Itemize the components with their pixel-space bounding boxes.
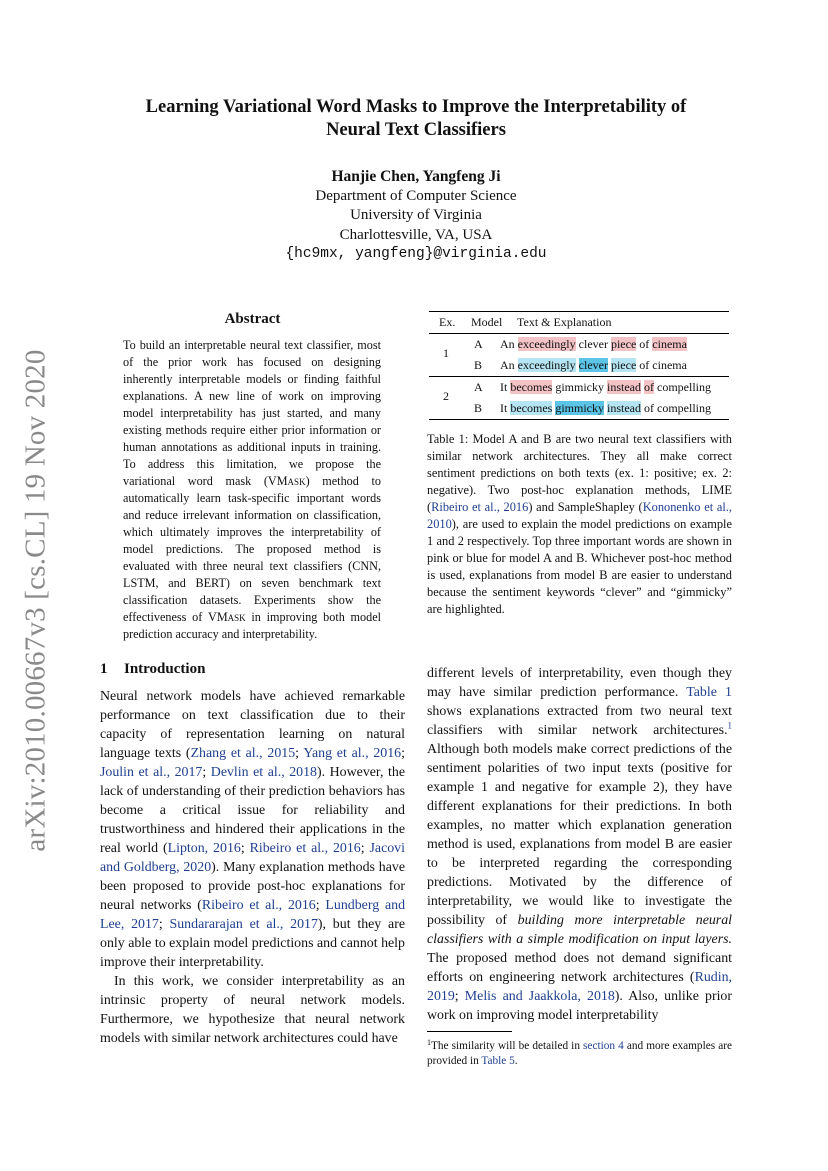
intro-text (100, 687, 405, 1048)
table-ref-link[interactable]: Table 1 (686, 685, 732, 700)
highlight-word: becomes (510, 401, 553, 415)
highlight-word: instead (607, 401, 641, 415)
header-text: Text & Explanation (517, 315, 612, 329)
citation-link[interactable]: Rudin, 2019 (427, 970, 732, 1004)
footnote: $^1$The similarity will be detailed in section 4 and more examples are provided in Table 5. (427, 1038, 732, 1067)
vmask-term: VMask (267, 474, 306, 488)
citation-link[interactable]: Joulin et al., 2017 (100, 765, 203, 780)
author-department: Department of Computer Science (315, 187, 517, 204)
header-ex: Ex. (439, 315, 456, 329)
model-label: A (474, 337, 483, 351)
table-group-1 (429, 334, 729, 376)
highlight-word: exceedingly (517, 358, 576, 372)
citation-link[interactable]: Lundberg and Lee, 2017 (100, 898, 406, 932)
section-ref-link[interactable]: section 4 (583, 1040, 624, 1052)
highlight-word: instead (607, 380, 641, 394)
abstract-text (123, 337, 381, 643)
header-model: Model (471, 315, 503, 329)
table-row: B An exceedingly clever piece of cinema (429, 355, 729, 376)
citation-link[interactable]: Ribeiro et al., 2016 (431, 500, 529, 514)
model-label: B (474, 401, 483, 415)
abstract-part-a: To build an interpretable neural text classifier, most of the prior work has focused on designing inherently interpretable models or finding faithful explanations. A new line of work on improving model interpretability has just started, and many existing methods require either prior information or human annotations as additional inputs in training. To address this limitation, we propose the variational word mask ( (123, 338, 381, 488)
title-line-2: Neural Text Classifiers (326, 120, 506, 140)
citation-link[interactable]: Ribeiro et al., 2016 (201, 898, 316, 913)
table-header-row (429, 312, 729, 333)
abstract-part-b: ) method to automatically learn task-specific important words and reduce irrelevant information on classification, which ultimately improves the interpretability of model predictions. The proposed method is evaluated with three neural text classifiers (CNN, LSTM, and BERT) on seven benchmark text classification datasets. Experiments show the effectiveness of (123, 474, 381, 624)
table-caption: Table 1: Model A and B are two neural text classifiers with similar network architectures. They all make correct sentiment predictions on both texts (ex. 1: positive; ex. 2: negative). Two post-hoc explanation methods, LIME (Ribeiro et al., 2016) and SampleShapley (Kononenko et al., 2010), are used to explain the model predictions on example 1 and 2 respectively. Top three important words are shown in pink or blue for model A and B. Whichever post-hoc method is used, explanations from model B are easier to understand because the sentiment keywords “clever” and “gimmicky” are highlighted. (427, 432, 733, 616)
highlight-word: piece (610, 358, 637, 372)
table-row: A It becomes gimmicky instead of compelling (429, 377, 729, 398)
title-line-1: Learning Variational Word Masks to Improve the Interpretability of (145, 97, 687, 117)
highlight-word: cinema (652, 337, 687, 351)
highlight-word: piece (610, 337, 637, 351)
table-group-2 (429, 377, 729, 419)
paper-title (100, 96, 732, 142)
section-heading (100, 661, 205, 678)
abstract-heading: Abstract (224, 311, 281, 327)
table-ref-link[interactable]: Table 5 (481, 1054, 515, 1067)
abstract-part-c: in improving both model prediction accuracy and interpretability. (123, 610, 381, 641)
citation-link[interactable]: Jacovi and Goldberg, 2020 (100, 841, 405, 875)
citation-link[interactable]: Yang et al., 2016 (303, 746, 402, 761)
arxiv-stamp (14, 345, 58, 855)
emphasis: building more interpretable neural classifiers with a simple modification on input layers. (427, 913, 733, 947)
footnote-number: 1 (427, 1038, 431, 1047)
citation-link[interactable]: Lipton, 2016 (167, 841, 241, 856)
citation-link[interactable]: Devlin et al., 2018 (210, 765, 317, 780)
footnote-rule (427, 1031, 512, 1032)
highlight-word: of (644, 380, 654, 394)
section-number: 1 (100, 661, 108, 677)
paragraph: Neural network models have achieved remarkable performance on text classification due to their capacity of representation learning on natural language texts (Zhang et al., 2015; Yang et al., 2016; Joulin et al., 2017; Devlin et al., 2018). However, the lack of understanding of their prediction behaviors has become a critical issue for reliability and trustworthiness and hindered their applications in the real world (Lipton, 2016; Ribeiro et al., 2016; Jacovi and Goldberg, 2020). Many explanation methods have been proposed to provide post-hoc explanations for neural networks (Ribeiro et al., 2016; Lundberg and Lee, 2017; Sundararajan et al., 2017), but they are only able to explain model predictions and cannot help improve their interpretability. (100, 689, 406, 970)
model-label: A (474, 380, 483, 394)
arxiv-id: arXiv:2010.00667v3 [cs.CL] 19 Nov 2020 (19, 348, 52, 852)
section-title: Introduction (124, 661, 206, 677)
highlight-word: clever (578, 358, 608, 372)
footnote-mark[interactable]: 1 (727, 720, 732, 731)
right-column-text (427, 664, 732, 1025)
example-number: 2 (443, 389, 449, 403)
citation-link[interactable]: Kononenko et al., 2010 (427, 500, 733, 531)
highlight-word: gimmicky (555, 401, 604, 415)
model-label: B (474, 358, 483, 372)
citation-link[interactable]: Zhang et al., 2015 (190, 746, 296, 761)
table-1 (429, 311, 729, 420)
table-row: B It becomes gimmicky instead of compelling (429, 398, 729, 419)
author-block (100, 167, 732, 265)
author-university: University of Virginia (350, 207, 482, 223)
highlight-word: becomes (510, 380, 553, 394)
citation-link[interactable]: Sundararajan et al., 2017 (169, 917, 318, 932)
author-names: Hanjie Chen, Yangfeng Ji (331, 168, 501, 185)
paragraph: In this work, we consider interpretability as an intrinsic property of neural network models. Furthermore, we hypothesize that neural network models with similar network architectures could have (100, 974, 405, 1046)
citation-link[interactable]: Melis and Jaakkola, 2018 (464, 989, 615, 1004)
paragraph: different levels of interpretability, even though they may have similar prediction performance. Table 1 shows explanations extracted from two neural text classifiers with similar network architectures.$^1$ Although both models make correct predictions of the sentiment polarities of two input texts (positive for example 1 and negative for example 2), they have different explanations for their predictions. In both examples, no matter which explanation generation method is used, explanations from model B are easier to be interpreted regarding the corresponding predictions. Motivated by the difference of interpretability, we would like to investigate the possibility of building more interpretable neural classifiers with a simple modification on input layers. The proposed method does not demand significant efforts on engineering network architectures (Rudin, 2019; Melis and Jaakkola, 2018). Also, unlike prior work on improving model interpretability (427, 666, 733, 1023)
author-location: Charlottesville, VA, USA (339, 226, 493, 243)
table-row: A An exceedingly clever piece of cinema (429, 334, 729, 355)
author-email: {hc9mx, yangfeng}@virginia.edu (285, 246, 547, 262)
highlight-word: exceedingly (517, 337, 576, 351)
citation-link[interactable]: Ribeiro et al., 2016 (249, 841, 361, 856)
vmask-term: VMask (208, 610, 246, 624)
example-number: 1 (443, 346, 449, 360)
